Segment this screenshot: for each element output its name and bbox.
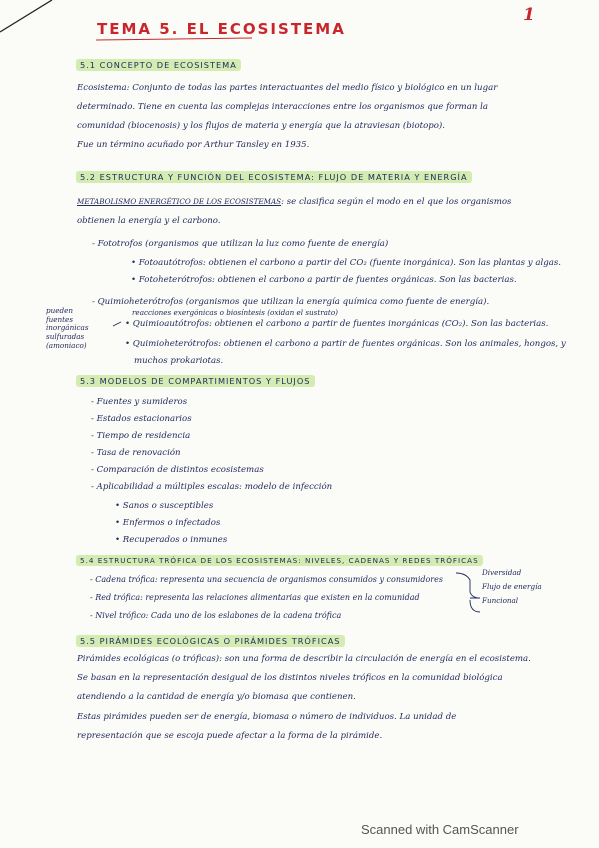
s2-fotoheterotrofos: • Fotoheterótrofos: obtienen el carbono a partir de fuentes orgánicas. Son las bacterias. bbox=[131, 275, 517, 285]
s2-quimioheterotrofos: • Quimioheterótrofos: obtienen el carbono a partir de fuentes orgánicas. Son los animales, hongos, y bbox=[125, 339, 566, 349]
s3-item-1: - Fuentes y sumideros bbox=[91, 397, 188, 407]
s2-intro-c: obtienen la energía y el carbono. bbox=[77, 216, 221, 226]
section-5-1-heading: 5.1 CONCEPTO DE ECOSISTEMA bbox=[76, 60, 241, 70]
section-5-4-heading: 5.4 ESTRUCTURA TRÓFICA DE LOS ECOSISTEMAS: NIVELES, CADENAS Y REDES TRÓFICAS bbox=[76, 556, 483, 565]
side-note: pueden fuentes inorgánicas sulfuradas (amoniaco) bbox=[46, 306, 89, 350]
s4-item-1: - Cadena trófica: representa una secuencia de organismos consumidos y consumidores bbox=[90, 575, 443, 584]
s1-line-2: determinado. Tiene en cuenta las complejas interacciones entre los organismos que forman la bbox=[77, 102, 488, 112]
s5-line-4: Estas pirámides pueden ser de energía, biomasa o número de individuos. La unidad de bbox=[77, 712, 457, 722]
camscanner-watermark: Scanned with CamScanner bbox=[361, 822, 519, 837]
s5-line-2: Se basan en la representación desigual de los distintos niveles tróficos en la comunidad biológica bbox=[77, 673, 503, 683]
s5-line-5: representación que se escoja puede afectar a la forma de la pirámide. bbox=[77, 731, 383, 741]
s1-line-3: comunidad (biocenosis) y los flujos de materia y energía que la atraviesan (biotopo). bbox=[77, 121, 446, 131]
bracket-lines bbox=[456, 573, 480, 612]
s2-quimio-line-3: muchos prokariotas. bbox=[134, 356, 224, 366]
s5-line-3: atendiendo a la cantidad de energía y/o biomasa que contienen. bbox=[77, 692, 356, 702]
s4-bracket-3: Funcional bbox=[482, 596, 519, 605]
s1-line-1: Ecosistema: Conjunto de todas las partes interactuantes del medio físico y biológico en un lugar bbox=[77, 83, 498, 93]
s3-sub-3: • Recuperados o inmunes bbox=[115, 535, 228, 545]
s4-bracket-1: Diversidad bbox=[482, 568, 522, 577]
page-number: 1 bbox=[523, 5, 535, 25]
corner-stroke bbox=[0, 0, 52, 32]
s5-line-1: Pirámides ecológicas (o tróficas): son una forma de describir la circulación de energía en el ecosistema. bbox=[77, 654, 531, 664]
section-5-5-heading: 5.5 PIRÁMIDES ECOLÓGICAS O PIRÁMIDES TRÓFICAS bbox=[76, 636, 345, 646]
s4-item-2: - Red trófica: representa las relaciones alimentarias que existen en la comunidad bbox=[90, 593, 420, 602]
s4-bracket-2: Flujo de energía bbox=[482, 582, 542, 591]
s3-sub-1: • Sanos o susceptibles bbox=[115, 501, 214, 511]
s3-item-6: - Aplicabilidad a múltiples escalas: modelo de infección bbox=[91, 482, 333, 492]
s2-fototrofos: - Fototrofos (organismos que utilizan la luz como fuente de energía) bbox=[92, 239, 389, 249]
s1-line-4: Fue un término acuñado por Arthur Tansley en 1935. bbox=[77, 140, 310, 150]
s3-item-5: - Comparación de distintos ecosistemas bbox=[91, 465, 264, 475]
s3-item-2: - Estados estacionarios bbox=[91, 414, 192, 424]
page-title: TEMA 5. EL ECOSISTEMA bbox=[97, 20, 346, 38]
s2-fotoautotrofos: • Fotoautótrofos: obtienen el carbono a partir del CO₂ (fuente inorgánica). Son las plantas y algas. bbox=[131, 258, 561, 268]
s2-quimio-note: reacciones exergónicas o biosíntesis (oxidan el sustrato) bbox=[132, 308, 338, 317]
s2-quimio: - Quimioheterótrofos (organismos que utilizan la energía química como fuente de energía). bbox=[92, 297, 490, 307]
s4-item-3: - Nivel trófico: Cada uno de los eslabones de la cadena trófica bbox=[90, 611, 342, 620]
s2-quimioautotrofos: • Quimioautótrofos: obtienen el carbono a partir de fuentes inorgánicas (CO₂). Son las bacterias. bbox=[125, 319, 549, 329]
title-underline bbox=[96, 38, 252, 40]
s3-item-3: - Tiempo de residencia bbox=[91, 431, 191, 441]
s2-intro: METABOLISMO ENERGÉTICO DE LOS ECOSISTEMAS: se clasifica según el modo en el que los organismos bbox=[77, 197, 512, 207]
section-5-2-heading: 5.2 ESTRUCTURA Y FUNCIÓN DEL ECOSISTEMA: FLUJO DE MATERIA Y ENERGÍA bbox=[76, 172, 472, 182]
side-arrow bbox=[113, 322, 121, 326]
s3-sub-2: • Enfermos o infectados bbox=[115, 518, 221, 528]
s3-item-4: - Tasa de renovación bbox=[91, 448, 181, 458]
section-5-3-heading: 5.3 MODELOS DE COMPARTIMIENTOS Y FLUJOS bbox=[76, 376, 315, 386]
